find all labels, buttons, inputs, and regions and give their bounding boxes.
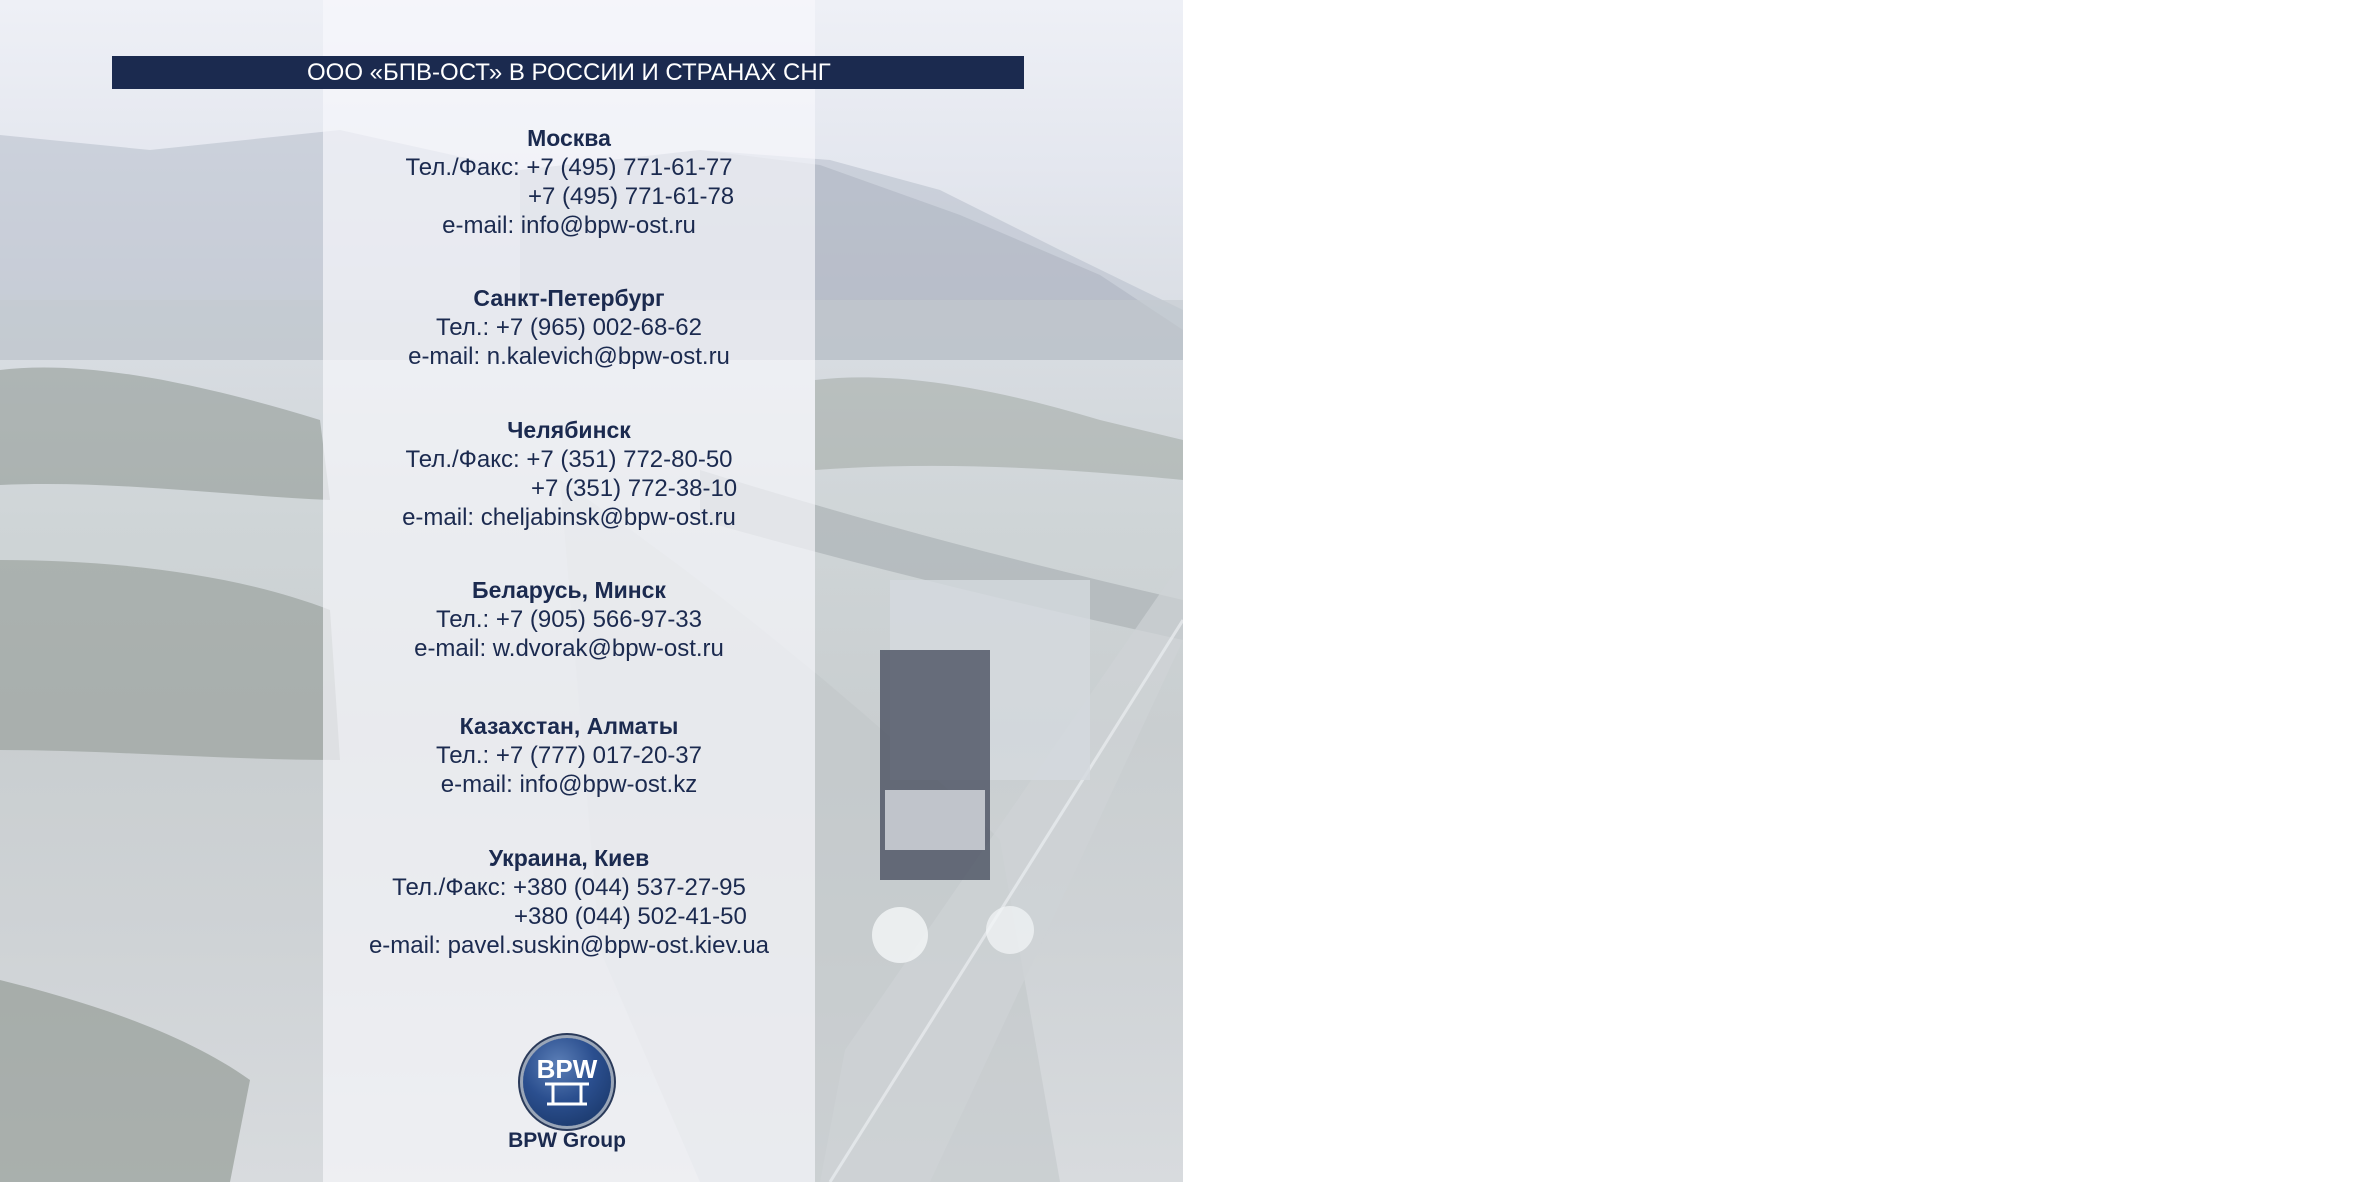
office-phone: Тел.: +7 (905) 566-97-33: [435, 606, 702, 633]
office-city: Челябинск: [507, 417, 631, 443]
office-minsk: [323, 576, 815, 663]
office-city: Москва: [527, 125, 611, 151]
office-phone: Тел.: +7 (965) 002-68-62: [435, 314, 702, 341]
office-email: e-mail: cheljabinsk@bpw-ost.ru: [402, 504, 736, 531]
page-title-bar: [112, 56, 1024, 89]
office-chelyabinsk: [323, 416, 815, 532]
office-phone: Тел./Факс: +7 (351) 772-80-50: [405, 446, 733, 473]
office-city: Санкт-Петербург: [473, 285, 665, 311]
office-email: e-mail: n.kalevich@bpw-ost.ru: [408, 343, 730, 370]
office-email: e-mail: w.dvorak@bpw-ost.ru: [414, 635, 724, 662]
office-kyiv: [323, 844, 815, 960]
office-almaty: [323, 712, 815, 799]
logo-mark-text: BPW: [536, 1054, 598, 1084]
office-phone-extra: +7 (351) 772-38-10: [531, 475, 738, 502]
office-phone-extra: +380 (044) 502-41-50: [514, 903, 747, 930]
office-moscow: [323, 124, 815, 240]
office-email: e-mail: pavel.suskin@bpw-ost.kiev.ua: [368, 932, 770, 959]
office-phone: Тел.: +7 (777) 017-20-37: [435, 742, 702, 769]
logo-caption: BPW Group: [508, 1129, 626, 1152]
office-city: Украина, Киев: [488, 845, 650, 871]
office-email: e-mail: info@bpw-ost.ru: [442, 212, 696, 239]
office-city: Казахстан, Алматы: [459, 713, 679, 739]
office-city: Беларусь, Минск: [472, 577, 666, 603]
office-phone: Тел./Факс: +7 (495) 771-61-77: [405, 154, 733, 181]
office-saint-petersburg: [323, 284, 815, 371]
page-title: ООО «БПВ-ОСТ» В РОССИИ И СТРАНАХ СНГ: [307, 59, 831, 86]
office-phone: Тел./Факс: +380 (044) 537-27-95: [392, 874, 746, 901]
bpw-logo-icon: [523, 1038, 611, 1126]
office-email: e-mail: info@bpw-ost.kz: [440, 771, 698, 798]
office-phone-extra: +7 (495) 771-61-78: [528, 183, 735, 210]
